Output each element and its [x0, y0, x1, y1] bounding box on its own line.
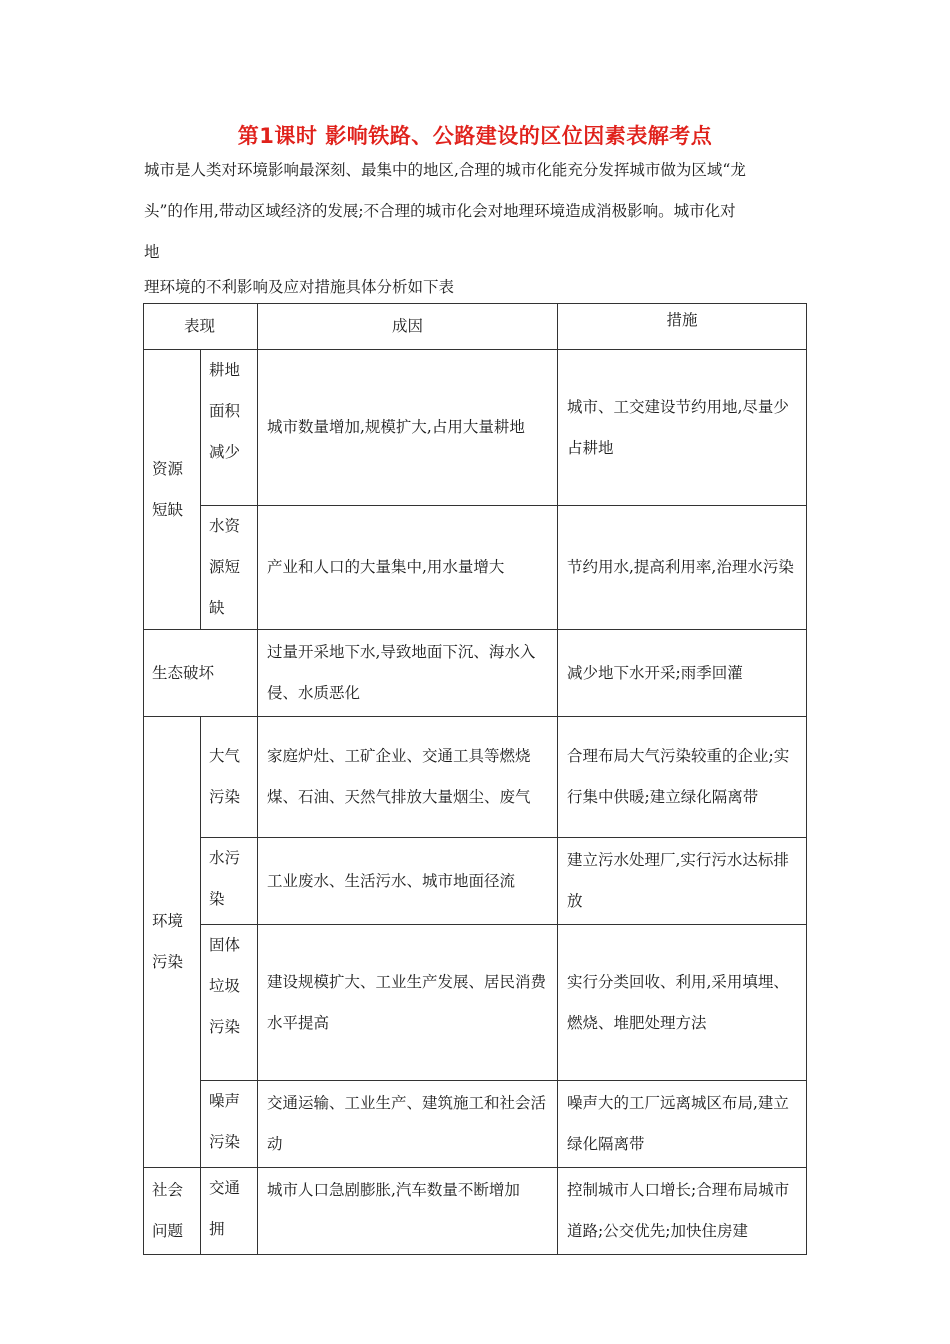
cause-cell: 城市数量增加,规模扩大,占用大量耕地 [258, 350, 558, 506]
intro-line: 城市是人类对环境影响最深刻、最集中的地区,合理的城市化能充分发挥城市做为区域“龙 [144, 161, 746, 179]
header-cell-measure: 措施 [558, 304, 807, 350]
subcategory-cell: 噪声污染 [201, 1081, 258, 1168]
intro-paragraph [144, 150, 809, 301]
subcategory-cell: 固体垃圾污染 [201, 925, 258, 1081]
measure-cell: 噪声大的工厂远离城区布局,建立绿化隔离带 [558, 1081, 807, 1168]
table-row [144, 506, 807, 630]
intro-line: 地 [144, 243, 160, 261]
subcategory-cell: 水资源短缺 [201, 506, 258, 630]
measure-cell: 建立污水处理厂,实行污水达标排放 [558, 838, 807, 925]
category-cell: 生态破坏 [144, 630, 258, 717]
intro-line: 头”的作用,带动区域经济的发展;不合理的城市化会对地理环境造成消极影响。城市化对 [144, 202, 736, 220]
table-row [144, 925, 807, 1081]
header-cell-performance: 表现 [144, 304, 258, 350]
measure-cell: 减少地下水开采;雨季回灌 [558, 630, 807, 717]
cause-cell: 家庭炉灶、工矿企业、交通工具等燃烧煤、石油、天然气排放大量烟尘、废气 [258, 717, 558, 838]
category-cell: 资源短缺 [144, 350, 201, 630]
table-header-row [144, 304, 807, 350]
table-row [144, 630, 807, 717]
measure-cell: 实行分类回收、利用,采用填埋、燃烧、堆肥处理方法 [558, 925, 807, 1081]
subcategory-cell: 交通拥 [201, 1168, 258, 1255]
measure-cell: 城市、工交建设节约用地,尽量少占耕地 [558, 350, 807, 506]
measure-cell: 合理布局大气污染较重的企业;实行集中供暖;建立绿化隔离带 [558, 717, 807, 838]
cause-cell: 建设规模扩大、工业生产发展、居民消费水平提高 [258, 925, 558, 1081]
subcategory-cell: 水污染 [201, 838, 258, 925]
page-title: 第1课时 影响铁路、公路建设的区位因素表解考点 [237, 124, 713, 148]
analysis-table [143, 303, 807, 1255]
cause-cell: 过量开采地下水,导致地面下沉、海水入侵、水质恶化 [258, 630, 558, 717]
cause-cell: 交通运输、工业生产、建筑施工和社会活动 [258, 1081, 558, 1168]
subcategory-cell: 耕地面积减少 [201, 350, 258, 506]
table-row [144, 838, 807, 925]
cause-cell: 产业和人口的大量集中,用水量增大 [258, 506, 558, 630]
table-row [144, 350, 807, 506]
subcategory-cell: 大气污染 [201, 717, 258, 838]
cause-cell: 工业废水、生活污水、城市地面径流 [258, 838, 558, 925]
header-cell-cause: 成因 [258, 304, 558, 350]
table-row [144, 717, 807, 838]
table-row [144, 1081, 807, 1168]
cause-cell: 城市人口急剧膨胀,汽车数量不断增加 [258, 1168, 558, 1255]
measure-cell: 节约用水,提高利用率,治理水污染 [558, 506, 807, 630]
measure-cell: 控制城市人口增长;合理布局城市道路;公交优先;加快住房建 [558, 1168, 807, 1255]
category-cell: 社会问题 [144, 1168, 201, 1255]
table-row [144, 1168, 807, 1255]
intro-line: 理环境的不利影响及应对措施具体分析如下表 [144, 278, 455, 296]
category-cell: 环境污染 [144, 717, 201, 1168]
